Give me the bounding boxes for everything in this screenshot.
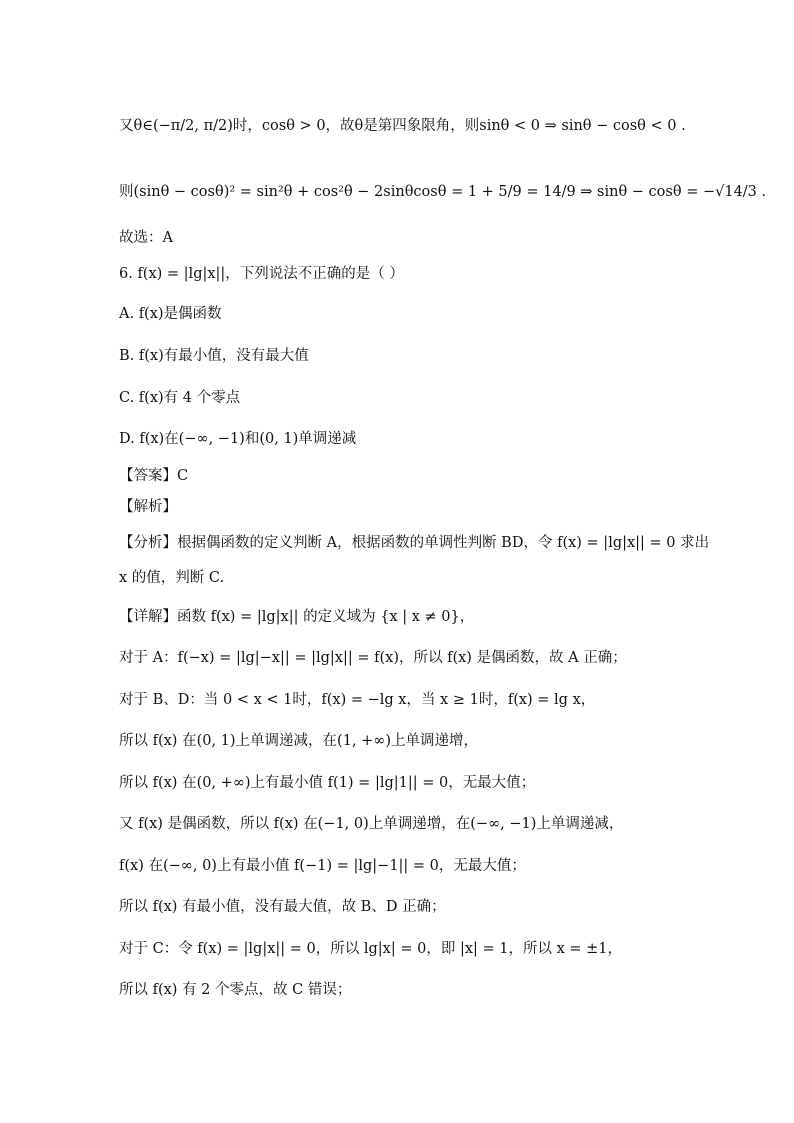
detail-line-7: f(x) 在(−∞, 0)上有最小值 f(−1) = |lg|−1|| = 0，无最大值； xyxy=(119,858,526,874)
analysis-line-1: 【分析】根据偶函数的定义判断 A，根据函数的单调性判断 BD，令 f(x) = |lg|x|| = 0 求出 xyxy=(119,535,710,551)
question-6-stem: 6. f(x) = |lg|x||，下列说法不正确的是（ ） xyxy=(119,266,404,282)
detail-line-3: 对于 B、D：当 0 < x < 1时，f(x) = −lg x，当 x ≥ 1时，f(x) = lg x， xyxy=(119,692,596,708)
option-c: C. f(x)有 4 个零点 xyxy=(119,390,241,406)
detail-line-10: 所以 f(x) 有 2 个零点，故 C 错误； xyxy=(119,982,352,998)
detail-line-4: 所以 f(x) 在(0, 1)上单调递减，在(1, +∞)上单调递增， xyxy=(119,733,479,749)
detail-line-2: 对于 A：f(−x) = |lg|−x|| = |lg|x|| = f(x)，所以 f(x) 是偶函数，故 A 正确； xyxy=(119,650,627,666)
analysis-heading: 【解析】 xyxy=(119,499,177,515)
solution-line-1: 又θ∈(−π/2, π/2)时，cosθ > 0，故θ是第四象限角，则sinθ < 0 ⇒ sinθ − cosθ < 0 . xyxy=(119,118,686,134)
detail-line-6: 又 f(x) 是偶函数，所以 f(x) 在(−1, 0)上单调递增，在(−∞, −1)上单调递减， xyxy=(119,816,624,832)
option-d: D. f(x)在(−∞, −1)和(0, 1)单调递减 xyxy=(119,431,357,447)
option-a: A. f(x)是偶函数 xyxy=(119,306,222,322)
choice-answer-line: 故选：A xyxy=(119,230,173,246)
detail-line-1: 【详解】函数 f(x) = |lg|x|| 的定义域为 {x | x ≠ 0}， xyxy=(119,609,475,625)
option-b: B. f(x)有最小值，没有最大值 xyxy=(119,348,309,364)
analysis-line-2: x 的值，判断 C. xyxy=(119,570,225,586)
answer-heading: 【答案】C xyxy=(119,468,189,484)
detail-line-8: 所以 f(x) 有最小值，没有最大值，故 B、D 正确； xyxy=(119,899,446,915)
detail-line-5: 所以 f(x) 在(0, +∞)上有最小值 f(1) = |lg|1|| = 0，无最大值； xyxy=(119,775,536,791)
solution-line-2: 则(sinθ − cosθ)² = sin²θ + cos²θ − 2sinθcosθ = 1 + 5/9 = 14/9 ⇒ sinθ − cosθ = −√14/3 . xyxy=(119,184,767,200)
detail-line-9: 对于 C：令 f(x) = |lg|x|| = 0，所以 lg|x| = 0，即 |x| = 1，所以 x = ±1， xyxy=(119,941,623,957)
